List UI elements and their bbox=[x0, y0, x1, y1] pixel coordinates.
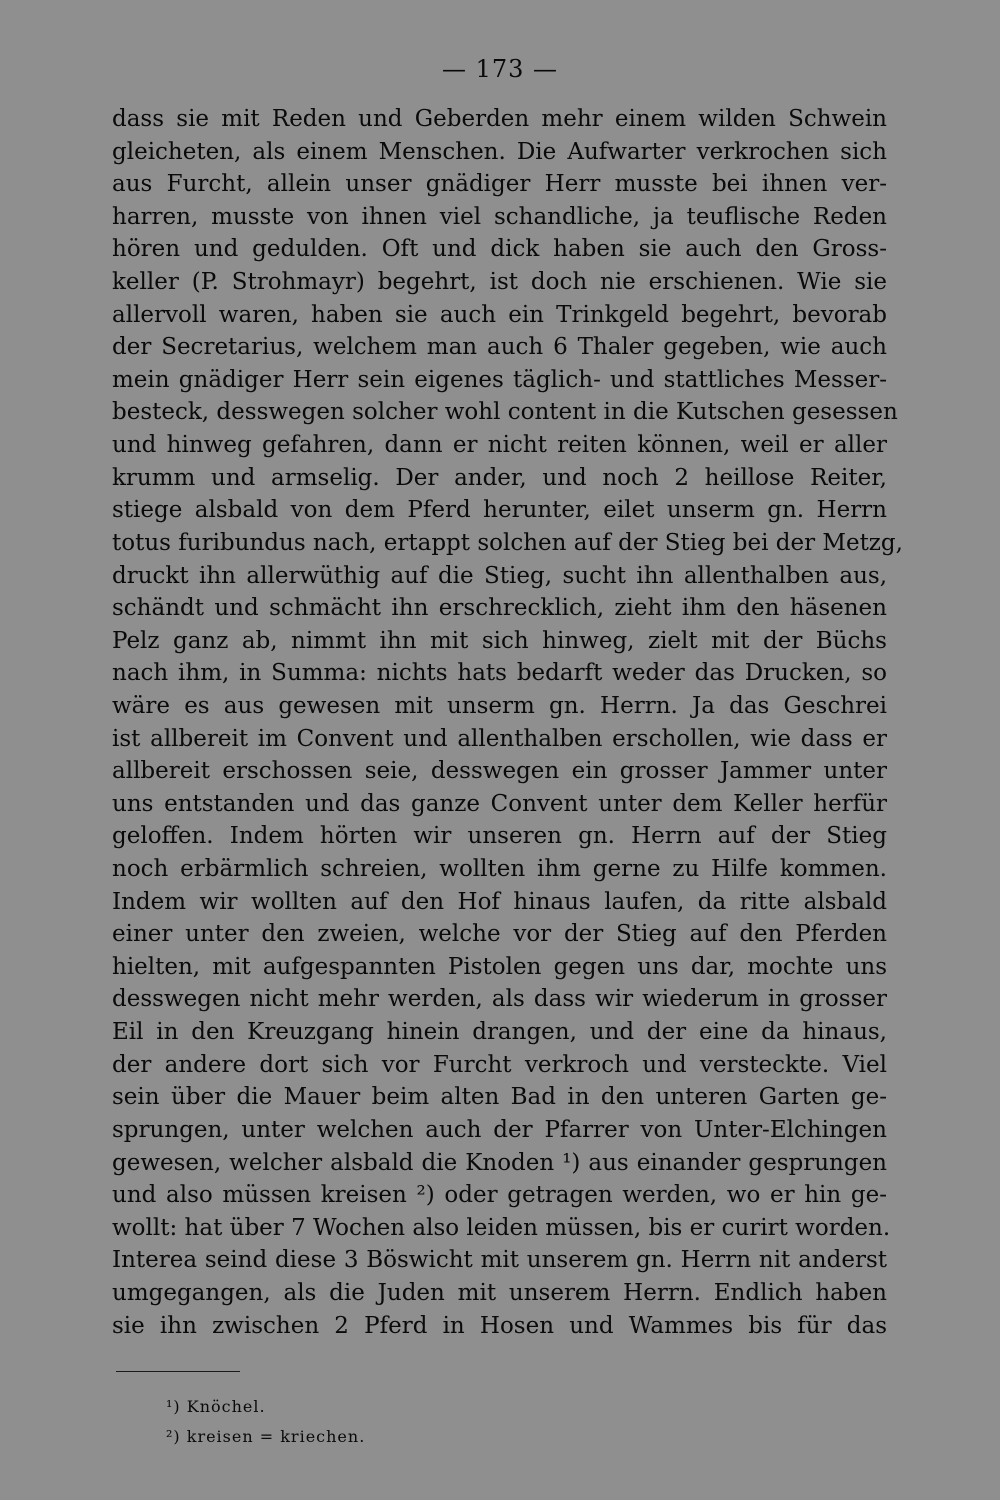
footnotes bbox=[166, 1392, 766, 1452]
text-line: Pelz ganz ab, nimmt ihn mit sich hinweg, zielt mit der Büchs bbox=[112, 627, 887, 654]
text-line: allervoll waren, haben sie auch ein Trinkgeld begehrt, bevorab bbox=[112, 301, 887, 328]
text-line: gewesen, welcher alsbald die Knoden ¹) aus einander gesprungen bbox=[112, 1149, 887, 1176]
text-line: ist allbereit im Convent und allenthalben erschollen, wie dass er bbox=[112, 725, 887, 752]
text-line: gleicheten, als einem Menschen. Die Aufwarter verkrochen sich bbox=[112, 138, 887, 165]
text-line: besteck, desswegen solcher wohl content in die Kutschen gesessen bbox=[112, 399, 898, 426]
text-line: umgegangen, als die Juden mit unserem Herrn. Endlich haben bbox=[112, 1279, 887, 1306]
text-line: stiege alsbald von dem Pferd herunter, eilet unserm gn. Herrn bbox=[112, 497, 887, 524]
text-line: der Secretarius, welchem man auch 6 Thaler gegeben, wie auch bbox=[112, 334, 887, 361]
text-line: sprungen, unter welchen auch der Pfarrer von Unter-Elchingen bbox=[112, 1116, 887, 1143]
text-line: totus furibundus nach, ertappt solchen auf der Stieg bei der Metzg, bbox=[112, 529, 903, 556]
text-line: schändt und schmächt ihn erschrecklich, zieht ihm den häsenen bbox=[112, 595, 887, 622]
text-line: sein über die Mauer beim alten Bad in den unteren Garten ge- bbox=[112, 1084, 887, 1111]
text-line: wollt: hat über 7 Wochen also leiden müssen, bis er curirt worden. bbox=[112, 1214, 891, 1241]
text-line: aus Furcht, allein unser gnädiger Herr musste bei ihnen ver- bbox=[112, 171, 887, 198]
text-line: uns entstanden und das ganze Convent unter dem Keller herfür bbox=[112, 790, 887, 817]
text-line: Indem wir wollten auf den Hof hinaus laufen, da ritte alsbald bbox=[112, 888, 887, 915]
text-line: hören und gedulden. Oft und dick haben sie auch den Gross- bbox=[112, 236, 887, 263]
text-line: wäre es aus gewesen mit unserm gn. Herrn. Ja das Geschrei bbox=[112, 692, 887, 719]
text-line: einer unter den zweien, welche vor der Stieg auf den Pferden bbox=[112, 921, 887, 948]
text-line: sie ihn zwischen 2 Pferd in Hosen und Wammes bis für das bbox=[112, 1312, 887, 1339]
text-line: geloffen. Indem hörten wir unseren gn. Herrn auf der Stieg bbox=[112, 823, 887, 850]
text-line: und hinweg gefahren, dann er nicht reiten können, weil er aller bbox=[112, 432, 887, 459]
text-line: desswegen nicht mehr werden, als dass wir wiederum in grosser bbox=[112, 986, 887, 1013]
footnote-1: ¹) Knöchel. bbox=[166, 1397, 266, 1416]
text-line: und also müssen kreisen ²) oder getragen werden, wo er hin ge- bbox=[112, 1182, 887, 1209]
text-line: Interea seind diese 3 Böswicht mit unserem gn. Herrn nit anderst bbox=[112, 1247, 887, 1274]
text-line: allbereit erschossen seie, desswegen ein grosser Jammer unter bbox=[112, 758, 887, 785]
text-line: noch erbärmlich schreien, wollten ihm gerne zu Hilfe kommen. bbox=[112, 856, 887, 883]
text-line: harren, musste von ihnen viel schandliche, ja teuflische Reden bbox=[112, 203, 887, 230]
page-number: — 173 — bbox=[441, 55, 559, 83]
footnote-2: ²) kreisen = kriechen. bbox=[166, 1427, 366, 1446]
text-line: hielten, mit aufgespannten Pistolen gegen uns dar, mochte uns bbox=[112, 953, 887, 980]
text-line: krumm und armselig. Der ander, und noch 2 heillose Reiter, bbox=[112, 464, 887, 491]
text-line: nach ihm, in Summa: nichts hats bedarft weder das Drucken, so bbox=[112, 660, 887, 687]
body-text bbox=[112, 103, 903, 1342]
text-line: Eil in den Kreuzgang hinein drangen, und der eine da hinaus, bbox=[112, 1019, 887, 1046]
text-line: druckt ihn allerwüthig auf die Stieg, sucht ihn allenthalben aus, bbox=[112, 562, 887, 589]
text-line: dass sie mit Reden und Geberden mehr einem wilden Schwein bbox=[112, 106, 887, 132]
text-line: der andere dort sich vor Furcht verkroch und versteckte. Viel bbox=[112, 1051, 887, 1078]
text-line: mein gnädiger Herr sein eigenes täglich- und stattliches Messer- bbox=[112, 366, 887, 393]
footnote-divider bbox=[116, 1371, 240, 1372]
text-line: keller (P. Strohmayr) begehrt, ist doch nie erschienen. Wie sie bbox=[112, 269, 887, 296]
